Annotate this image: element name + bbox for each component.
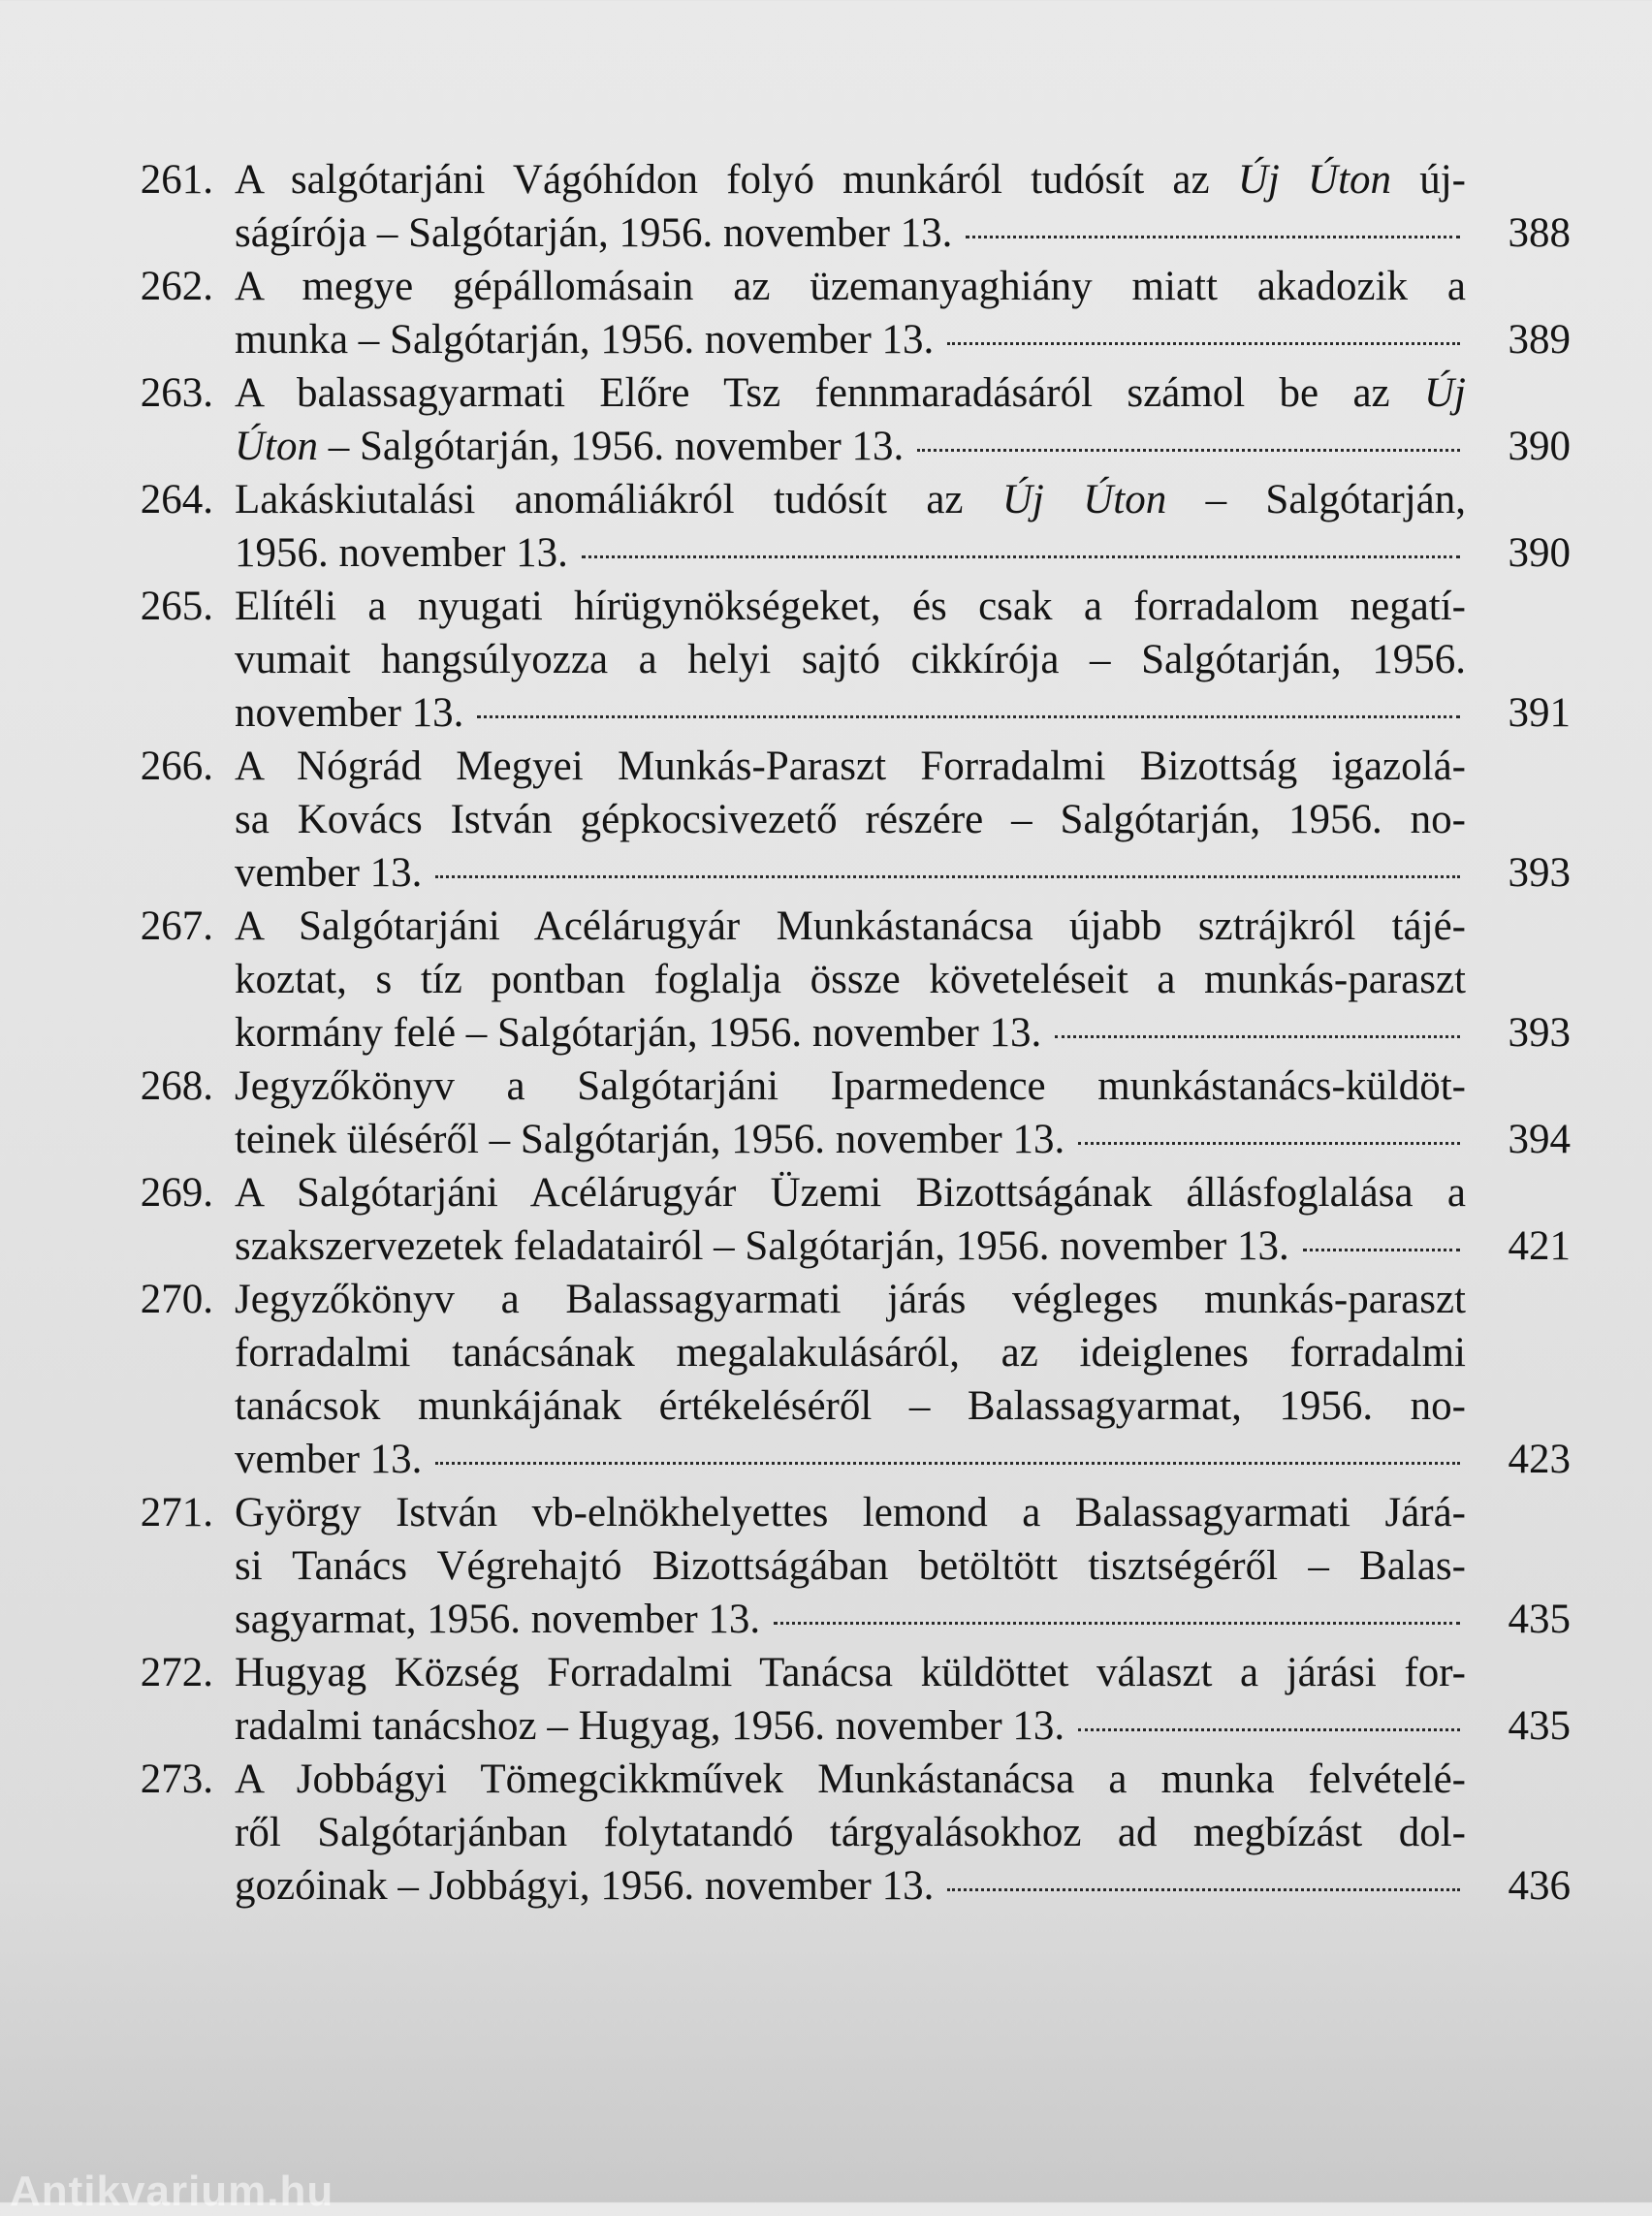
entry-title (235, 740, 1571, 900)
entry-title (235, 1646, 1571, 1753)
entry-last-line (235, 206, 1571, 260)
toc-entry (116, 900, 1571, 1060)
dot-leader (947, 342, 1460, 345)
entry-number: 271. (140, 1490, 213, 1535)
entry-title-line: A Nógrád Megyei Munkás-Paraszt Forradalmi Bizottság igazolá- (235, 744, 1466, 789)
entry-title-line: A salgótarjáni Vágóhídon folyó munkáról tudósít az Új Úton új- (235, 157, 1466, 203)
entry-title-line: A balassagyarmati Előre Tsz fennmaradásáról számol be az Új (235, 370, 1466, 416)
dot-leader (435, 875, 1460, 878)
entry-number: 272. (140, 1650, 213, 1695)
entry-last-line (235, 686, 1571, 740)
entry-title-line: Elítéli a nyugati hírügynökségeket, és csak a forradalom negatí- (235, 584, 1466, 629)
entry-title-line: sa Kovács István gépkocsivezető részére – Salgótarján, 1956. no- (235, 797, 1466, 842)
entry-title-line: sagyarmat, 1956. november 13. (235, 1597, 761, 1642)
entry-title-line: munka – Salgótarján, 1956. november 13. (235, 317, 935, 363)
toc-entry (116, 580, 1571, 740)
entry-title (235, 900, 1571, 1060)
entry-number: 262. (140, 264, 213, 309)
entry-number: 273. (140, 1757, 213, 1802)
toc-entry (116, 260, 1571, 366)
entry-title-line: Hugyag Község Forradalmi Tanácsa küldöttet választ a járási for- (235, 1650, 1466, 1695)
entry-title-line: Úton – Salgótarján, 1956. november 13. (235, 424, 905, 469)
dot-leader (582, 555, 1460, 558)
entry-number: 266. (140, 744, 213, 789)
entry-number: 261. (140, 157, 213, 203)
entry-title-line: György István vb-elnökhelyettes lemond a Balassagyarmati Járá- (235, 1490, 1466, 1535)
entry-title-line: ságírója – Salgótarján, 1956. november 13. (235, 210, 953, 256)
toc-entry (116, 1486, 1571, 1646)
entry-number: 264. (140, 477, 213, 522)
entry-last-line (235, 1699, 1571, 1753)
entry-number: 268. (140, 1063, 213, 1109)
entry-number: 263. (140, 370, 213, 416)
page-number: 390 (1508, 424, 1571, 469)
page-number: 436 (1508, 1863, 1571, 1909)
page-number: 388 (1508, 210, 1571, 256)
watermark: Antikvarium.hu (10, 2168, 334, 2215)
entry-number: 269. (140, 1170, 213, 1216)
entry-title-line: si Tanács Végrehajtó Bizottságában betöltött tisztségéről – Balas- (235, 1543, 1466, 1589)
entry-title-line: radalmi tanácshoz – Hugyag, 1956. november 13. (235, 1703, 1065, 1749)
entry-last-line (235, 313, 1571, 366)
toc-entry (116, 473, 1571, 580)
entry-title (235, 260, 1571, 366)
entry-last-line (235, 1113, 1571, 1166)
dot-leader (477, 715, 1460, 718)
toc-entry (116, 1273, 1571, 1486)
entry-title (235, 1060, 1571, 1166)
page-number: 435 (1508, 1597, 1571, 1642)
dot-leader (435, 1462, 1460, 1465)
toc-entry (116, 153, 1571, 260)
toc-entry (116, 1060, 1571, 1166)
entry-title (235, 366, 1571, 473)
entry-title-line: november 13. (235, 690, 464, 736)
entry-title-line: koztat, s tíz pontban foglalja össze követeléseit a munkás-paraszt (235, 957, 1466, 1002)
entry-title (235, 1753, 1571, 1913)
entry-last-line (235, 1006, 1571, 1060)
entry-title (235, 1486, 1571, 1646)
entry-number: 270. (140, 1277, 213, 1322)
page-number: 435 (1508, 1703, 1571, 1749)
dot-leader (947, 1888, 1460, 1891)
page-number: 423 (1508, 1437, 1571, 1482)
entry-last-line (235, 1593, 1571, 1646)
entry-number: 267. (140, 903, 213, 949)
entry-title (235, 473, 1571, 580)
entry-title-line: gozóinak – Jobbágyi, 1956. november 13. (235, 1863, 935, 1909)
page-number: 391 (1508, 690, 1571, 736)
entry-title (235, 153, 1571, 260)
entry-title (235, 1273, 1571, 1486)
page-number: 394 (1508, 1117, 1571, 1162)
entry-title-line: ről Salgótarjánban folytatandó tárgyalásokhoz ad megbízást dol- (235, 1810, 1466, 1855)
page-number: 393 (1508, 1010, 1571, 1056)
toc-entry (116, 1646, 1571, 1753)
dot-leader (1303, 1249, 1460, 1251)
entry-title-line: tanácsok munkájának értékeléséről – Balassagyarmat, 1956. no- (235, 1383, 1466, 1429)
dot-leader (1078, 1142, 1460, 1145)
entry-title-line: 1956. november 13. (235, 530, 568, 576)
toc-entry (116, 1166, 1571, 1273)
entry-last-line (235, 1433, 1571, 1486)
entry-title-line: Jegyzőkönyv a Balassagyarmati járás végleges munkás-paraszt (235, 1277, 1466, 1322)
entry-title-line: A Jobbágyi Tömegcikkművek Munkástanácsa a munka felvételé- (235, 1757, 1466, 1802)
entry-title-line: A Salgótarjáni Acélárugyár Munkástanácsa újabb sztrájkról tájé- (235, 903, 1466, 949)
entry-title-line: A Salgótarjáni Acélárugyár Üzemi Bizottságának állásfoglalása a (235, 1170, 1466, 1216)
entry-number: 265. (140, 584, 213, 629)
toc-entry (116, 1753, 1571, 1913)
entry-title-line: forradalmi tanácsának megalakulásáról, az ideiglenes forradalmi (235, 1330, 1466, 1376)
entry-last-line (235, 420, 1571, 473)
entry-last-line (235, 526, 1571, 580)
entry-title-line: vember 13. (235, 850, 423, 896)
entry-title-line: A megye gépállomásain az üzemanyaghiány miatt akadozik a (235, 264, 1466, 309)
dot-leader (1055, 1035, 1460, 1038)
entry-last-line (235, 846, 1571, 900)
entry-title-line: kormány felé – Salgótarján, 1956. november 13. (235, 1010, 1042, 1056)
entry-title (235, 1166, 1571, 1273)
dot-leader (966, 236, 1460, 238)
entry-title-line: teinek üléséről – Salgótarján, 1956. november 13. (235, 1117, 1065, 1162)
entry-title (235, 580, 1571, 740)
toc-entry (116, 740, 1571, 900)
entry-title-line: vumait hangsúlyozza a helyi sajtó cikkírója – Salgótarján, 1956. (235, 637, 1466, 682)
page-number: 390 (1508, 530, 1571, 576)
toc-entry (116, 366, 1571, 473)
entry-title-line: szakszervezetek feladatairól – Salgótarján, 1956. november 13. (235, 1223, 1289, 1269)
entry-last-line (235, 1859, 1571, 1913)
entry-last-line (235, 1219, 1571, 1273)
page-number: 421 (1508, 1223, 1571, 1269)
page-number: 389 (1508, 317, 1571, 363)
entry-title-line: vember 13. (235, 1437, 423, 1482)
dot-leader (1078, 1728, 1460, 1731)
dot-leader (774, 1622, 1460, 1625)
page-number: 393 (1508, 850, 1571, 896)
table-of-contents (116, 153, 1571, 1913)
entry-title-line: Lakáskiutalási anomáliákról tudósít az Új Úton – Salgótarján, (235, 477, 1466, 522)
entry-title-line: Jegyzőkönyv a Salgótarjáni Iparmedence munkástanács-küldöt- (235, 1063, 1466, 1109)
dot-leader (917, 449, 1460, 452)
